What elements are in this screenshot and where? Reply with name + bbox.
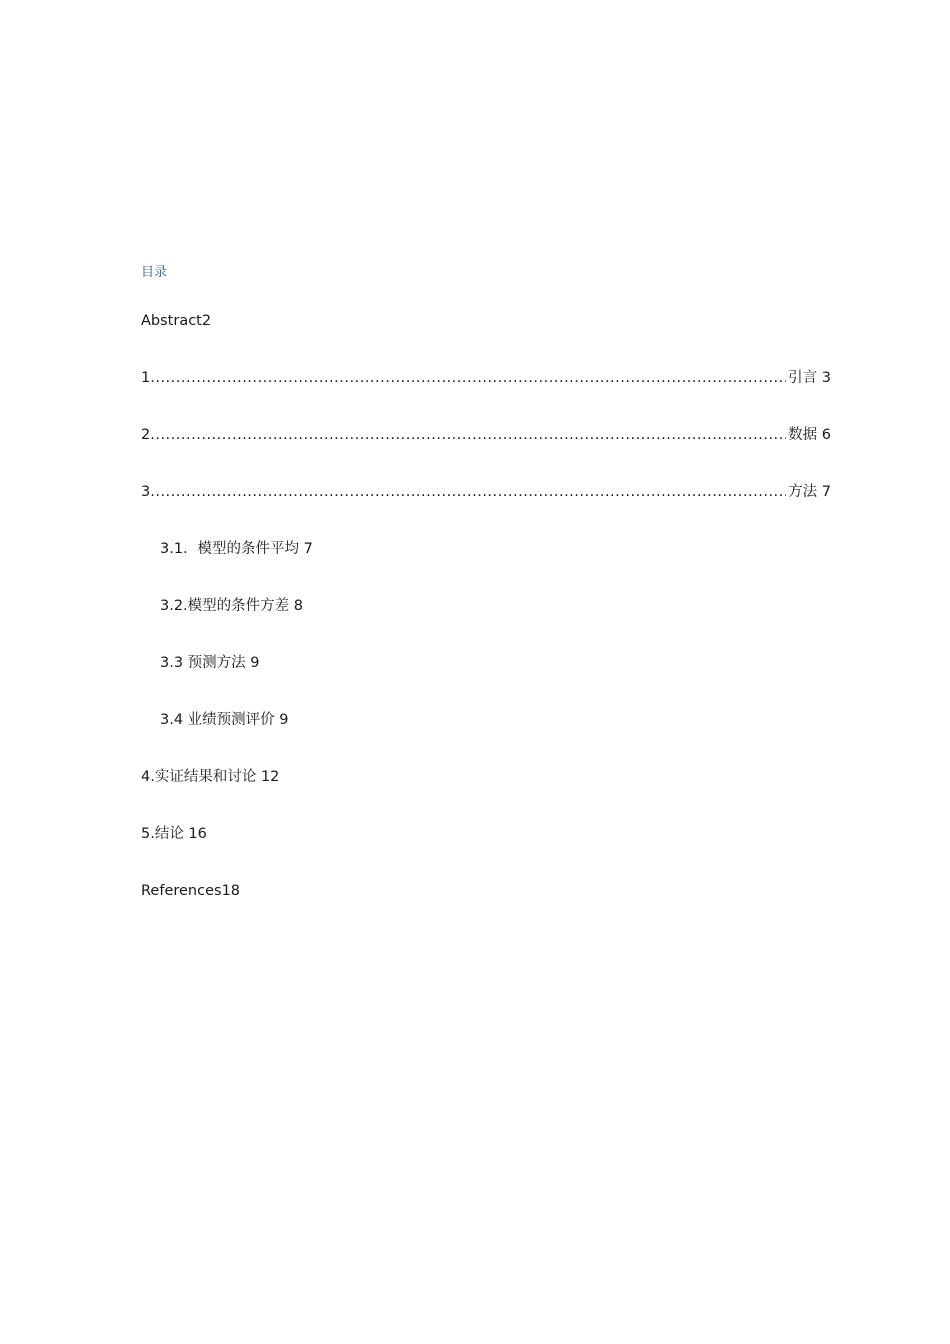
toc-entry-5[interactable]: 5.结论 16 bbox=[141, 826, 207, 842]
toc-entry-number: 1 bbox=[141, 370, 151, 386]
toc-entry-4[interactable]: 4.实证结果和讨论 12 bbox=[141, 769, 280, 785]
toc-title: 目录 bbox=[141, 265, 168, 280]
toc-entry-references[interactable]: References18 bbox=[141, 883, 241, 899]
toc-dot-leader bbox=[150, 369, 786, 387]
toc-entry-3-4[interactable]: 3.4 业绩预测评价 9 bbox=[160, 712, 289, 728]
toc-entry-3-2[interactable]: 3.2.模型的条件方差 8 bbox=[160, 598, 304, 614]
toc-entry-3-3[interactable]: 3.3 预测方法 9 bbox=[160, 655, 260, 671]
toc-entry-title-page: 方法 7 bbox=[788, 484, 831, 500]
toc-entry-title-page: 引言 3 bbox=[788, 370, 831, 386]
toc-dot-leader bbox=[150, 426, 786, 444]
toc-entry-1[interactable] bbox=[141, 369, 831, 387]
toc-entry-3-1[interactable]: 3.1．模型的条件平均 7 bbox=[160, 541, 313, 557]
toc-entry-title-page: 数据 6 bbox=[788, 427, 831, 443]
toc-entry-number: 2 bbox=[141, 427, 151, 443]
toc-dot-leader bbox=[150, 483, 786, 501]
toc-entry-abstract[interactable]: Abstract2 bbox=[141, 313, 212, 329]
toc-entry-2[interactable] bbox=[141, 426, 831, 444]
toc-entry-3[interactable] bbox=[141, 483, 831, 501]
toc-entry-number: 3 bbox=[141, 484, 151, 500]
